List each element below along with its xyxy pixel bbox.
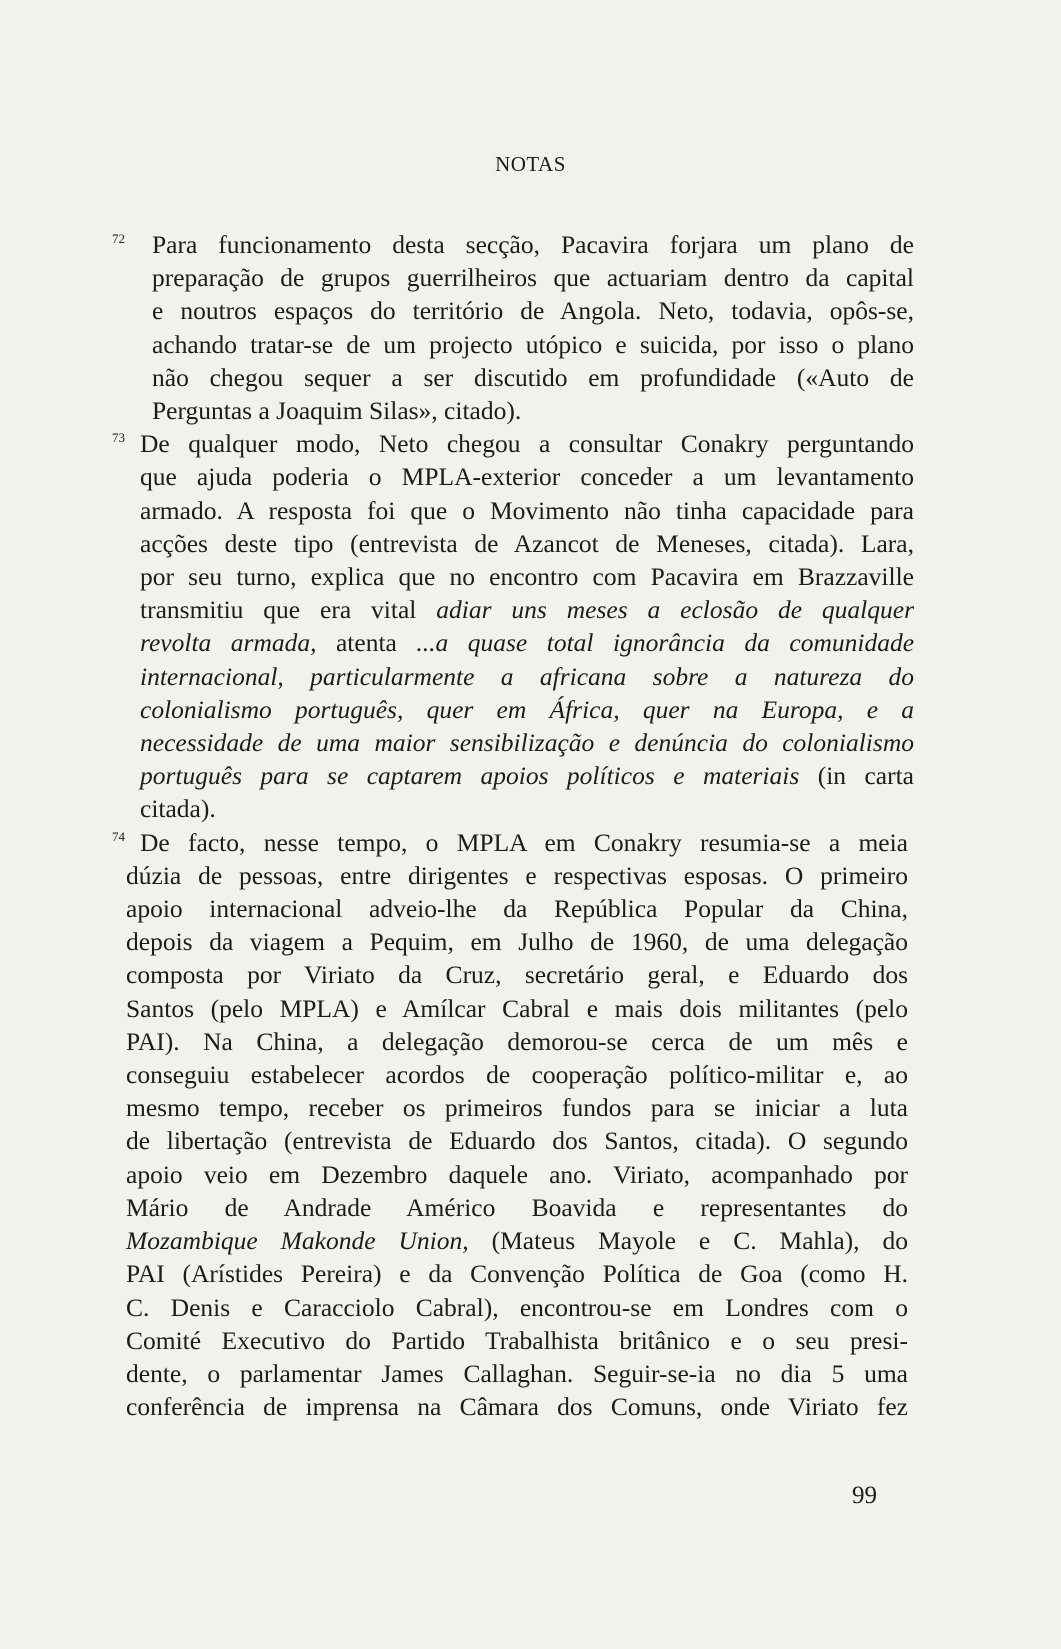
page-number: 99 [852,1482,877,1509]
note-line [140,593,914,626]
note-line [140,759,914,792]
note-line: achando tratar-se de um projecto utópico e suicida, por isso o plano [152,329,914,359]
note-line: composta por Viriato da Cruz, secretário geral, e Eduardo dos [126,960,908,990]
note-line: dúzia de pessoas, entre dirigentes e respectivas esposas. O primeiro [126,860,908,890]
note-line: De qualquer modo, Neto chegou a consultar Conakry perguntando [140,429,914,459]
note-line [140,693,914,726]
note-line: apoio internacional adveio-lhe da República Popular da China, [126,894,908,924]
footnote-72 [112,228,912,427]
note-line: Perguntas a Joaquim Silas», citado). [152,396,522,426]
note-line: depois da viagem a Pequim, em Julho de 1960, de uma delegação [126,927,908,957]
quote-text: necessidade de uma maior sensibilização e denúncia do colonialismo [140,728,914,758]
note-line: dente, o parlamentar James Callaghan. Seguir-se-ia no dia 5 uma [126,1358,908,1388]
note-text: (Mateus Mayole e C. Mahla), do [468,1226,908,1256]
note-line: armado. A resposta foi que o Movimento não tinha capacidade para [140,495,914,525]
quote-text: internacional, particularmente a africana sobre a natureza do [140,661,914,691]
note-line: PAI (Arístides Pereira) e da Convenção Política de Goa (como H. [126,1259,908,1289]
note-line: acções deste tipo (entrevista de Azancot de Meneses, citada). Lara, [140,528,914,558]
note-line: mesmo tempo, receber os primeiros fundos para se iniciar a luta [126,1093,908,1123]
note-line: Mário de Andrade Américo Boavida e representantes do [126,1192,908,1222]
footnote-number: 74 [112,828,125,844]
note-line [140,660,914,693]
footnote-number: 73 [112,430,125,446]
note-line: citada). [140,794,216,824]
footnote-74 [112,826,912,1424]
note-line: de libertação (entrevista de Eduardo dos Santos, citada). O segundo [126,1126,908,1156]
note-line: que ajuda poderia o MPLA-exterior conceder a um levantamento [140,462,914,492]
footnote-number: 72 [112,231,125,246]
note-text: atenta [316,628,417,658]
note-line: e noutros espaços do território de Angola. Neto, todavia, opôs-se, [152,296,914,326]
notes-section [112,228,915,1423]
quote-text: revolta armada, [140,628,317,658]
note-line: De facto, nesse tempo, o MPLA em Conakry resumia-se a meia [140,827,908,857]
note-line: Comité Executivo do Partido Trabalhista britânico e o seu presi- [126,1325,908,1355]
organization-name: Mozambique Makonde Union, [126,1226,469,1256]
note-line [126,1224,908,1257]
note-line: C. Denis e Caracciolo Cabral), encontrou-se em Londres com o [126,1292,908,1322]
quote-text: adiar uns meses a eclosão de qualquer [436,595,914,625]
note-line: PAI). Na China, a delegação demorou-se cerca de um mês e [126,1026,908,1056]
note-line: não chegou sequer a ser discutido em profundidade («Auto de [152,362,914,392]
note-line [140,626,914,659]
quote-text: ...a quase total ignorância da comunidade [416,628,915,658]
running-head: NOTAS [495,152,566,176]
footnote-73 [112,427,915,825]
note-line: preparação de grupos guerrilheiros que actuariam dentro da capital [152,263,914,293]
note-line: apoio veio em Dezembro daquele ano. Viriato, acompanhado por [126,1159,908,1189]
note-line: por seu turno, explica que no encontro com Pacavira em Brazzaville [140,562,914,592]
note-line [140,726,914,759]
note-line: Para funcionamento desta secção, Pacavira forjara um plano de [152,230,914,259]
note-text: (in carta [799,761,914,791]
quote-text: português para se captarem apoios políticos e materiais [140,761,800,791]
quote-text: colonialismo português, quer em África, quer na Europa, e a [140,694,914,724]
note-line: conferência de imprensa na Câmara dos Comuns, onde Viriato fez [126,1392,908,1422]
note-line: conseguiu estabelecer acordos de cooperação político-militar e, ao [126,1060,908,1090]
note-line: Santos (pelo MPLA) e Amílcar Cabral e mais dois militantes (pelo [126,993,908,1023]
note-text: transmitiu que era vital [140,595,437,625]
